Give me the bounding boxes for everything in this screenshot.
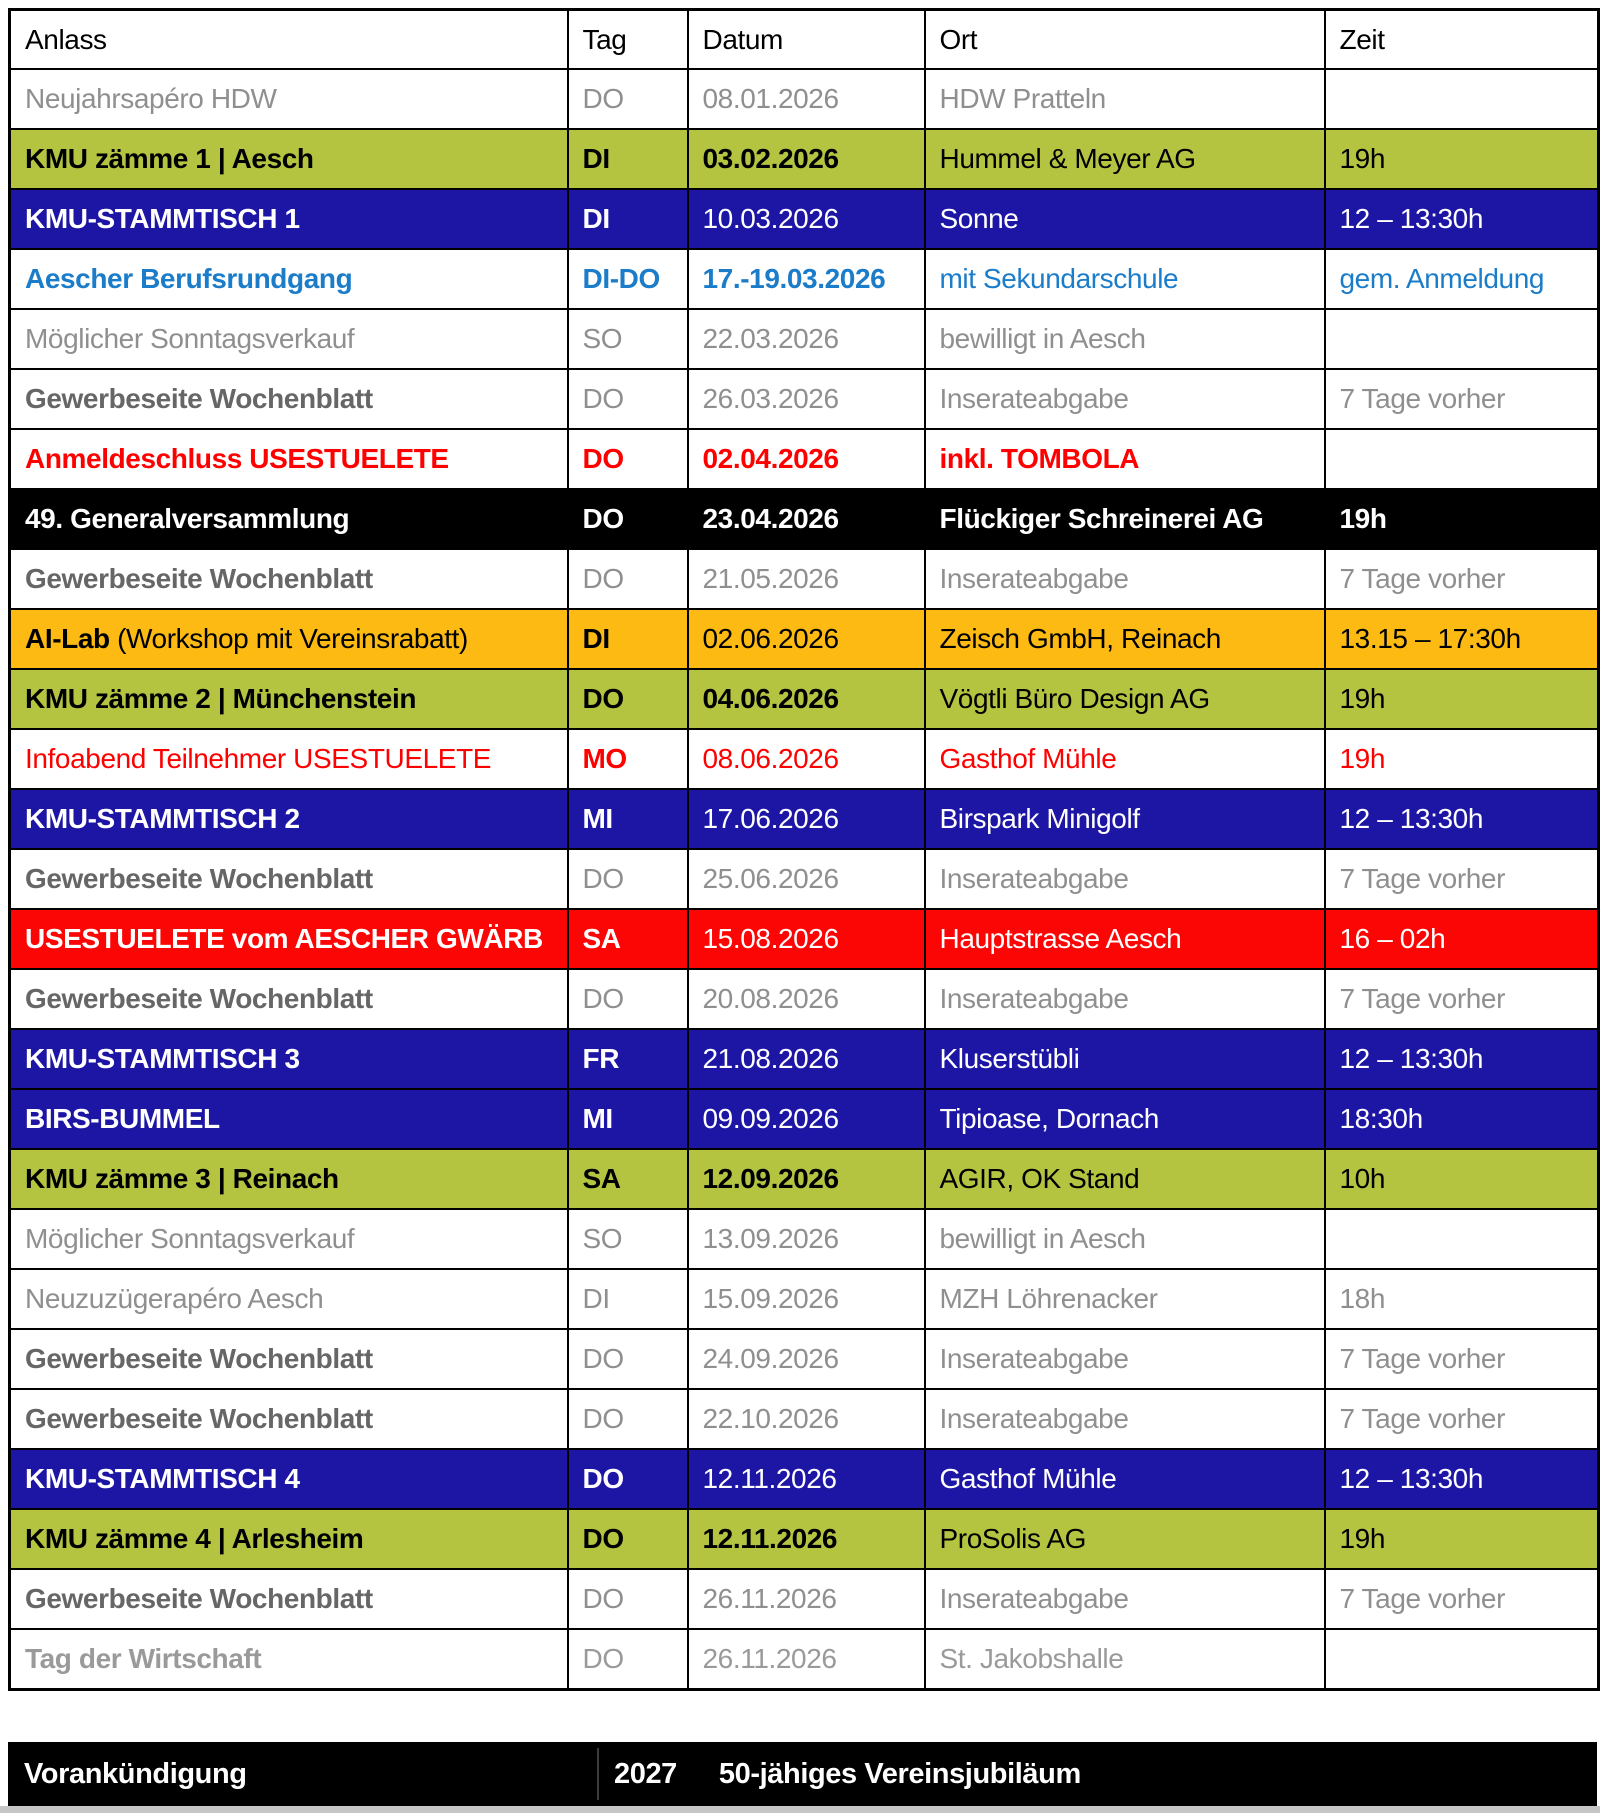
anlass-text-bold: BIRS-BUMMEL xyxy=(25,1103,220,1134)
cell-ort: MZH Löhrenacker xyxy=(925,1269,1325,1329)
cell-anlass xyxy=(10,249,568,309)
anlass-text-bold: AI-Lab xyxy=(25,623,110,654)
table-row xyxy=(10,1629,1599,1690)
cell-tag: DO xyxy=(568,1389,688,1449)
column-header-anlass: Anlass xyxy=(10,10,568,70)
cell-datum: 23.04.2026 xyxy=(688,489,925,549)
table-row xyxy=(10,1509,1599,1569)
cell-zeit: 12 – 13:30h xyxy=(1325,1449,1599,1509)
table-row xyxy=(10,129,1599,189)
cell-ort: Inserateabgabe xyxy=(925,549,1325,609)
footer-year: 2027 xyxy=(614,1757,677,1790)
cell-ort: Hummel & Meyer AG xyxy=(925,129,1325,189)
cell-zeit: 19h xyxy=(1325,1509,1599,1569)
cell-tag: DO xyxy=(568,369,688,429)
cell-datum: 03.02.2026 xyxy=(688,129,925,189)
cell-anlass xyxy=(10,69,568,129)
cell-datum: 26.11.2026 xyxy=(688,1569,925,1629)
cell-tag: DI-DO xyxy=(568,249,688,309)
footer-bar xyxy=(8,1742,1597,1806)
cell-ort: Birspark Minigolf xyxy=(925,789,1325,849)
cell-anlass xyxy=(10,1389,568,1449)
cell-zeit xyxy=(1325,309,1599,369)
cell-zeit xyxy=(1325,1209,1599,1269)
table-row xyxy=(10,609,1599,669)
table-row xyxy=(10,1209,1599,1269)
table-row xyxy=(10,189,1599,249)
cell-zeit: 18h xyxy=(1325,1269,1599,1329)
cell-anlass xyxy=(10,1089,568,1149)
cell-zeit: 7 Tage vorher xyxy=(1325,369,1599,429)
cell-ort: Tipioase, Dornach xyxy=(925,1089,1325,1149)
anlass-text-bold: Gewerbeseite Wochenblatt xyxy=(25,383,373,414)
column-header-ort: Ort xyxy=(925,10,1325,70)
cell-ort: Inserateabgabe xyxy=(925,1569,1325,1629)
anlass-text-bold: Gewerbeseite Wochenblatt xyxy=(25,863,373,894)
cell-datum: 02.06.2026 xyxy=(688,609,925,669)
anlass-text-bold: USESTUELETE vom AESCHER GWÄRB xyxy=(25,923,543,954)
anlass-text-bold: KMU zämme 3 | Reinach xyxy=(25,1163,339,1194)
anlass-text: Möglicher Sonntagsverkauf xyxy=(25,323,355,354)
cell-anlass xyxy=(10,1149,568,1209)
cell-datum: 09.09.2026 xyxy=(688,1089,925,1149)
cell-tag: SO xyxy=(568,1209,688,1269)
schedule-table-body xyxy=(10,69,1599,1690)
cell-datum: 15.08.2026 xyxy=(688,909,925,969)
cell-tag: DI xyxy=(568,189,688,249)
cell-anlass xyxy=(10,489,568,549)
cell-zeit xyxy=(1325,429,1599,489)
cell-tag: FR xyxy=(568,1029,688,1089)
table-row xyxy=(10,1029,1599,1089)
cell-tag: MI xyxy=(568,1089,688,1149)
anlass-text: Möglicher Sonntagsverkauf xyxy=(25,1223,355,1254)
table-row xyxy=(10,489,1599,549)
cell-tag: DO xyxy=(568,1629,688,1690)
cell-tag: DO xyxy=(568,549,688,609)
cell-zeit: gem. Anmeldung xyxy=(1325,249,1599,309)
cell-datum: 02.04.2026 xyxy=(688,429,925,489)
anlass-text-bold: KMU-STAMMTISCH 3 xyxy=(25,1043,300,1074)
cell-tag: DI xyxy=(568,609,688,669)
cell-anlass xyxy=(10,369,568,429)
cell-datum: 25.06.2026 xyxy=(688,849,925,909)
cell-zeit: 7 Tage vorher xyxy=(1325,1389,1599,1449)
cell-tag: SA xyxy=(568,1149,688,1209)
cell-datum: 12.09.2026 xyxy=(688,1149,925,1209)
cell-datum: 12.11.2026 xyxy=(688,1449,925,1509)
cell-ort: Inserateabgabe xyxy=(925,849,1325,909)
cell-anlass xyxy=(10,1569,568,1629)
cell-datum: 26.03.2026 xyxy=(688,369,925,429)
table-header-row xyxy=(10,10,1599,70)
anlass-text-bold: KMU zämme 2 | Münchenstein xyxy=(25,683,417,714)
cell-ort: Flückiger Schreinerei AG xyxy=(925,489,1325,549)
anlass-text-bold: Anmeldeschluss USESTUELETE xyxy=(25,443,449,474)
table-row xyxy=(10,909,1599,969)
anlass-text: Neuzuzügerapéro Aesch xyxy=(25,1283,324,1314)
cell-datum: 22.10.2026 xyxy=(688,1389,925,1449)
cell-anlass xyxy=(10,549,568,609)
cell-ort: mit Sekundarschule xyxy=(925,249,1325,309)
anlass-text: Infoabend Teilnehmer USESTUELETE xyxy=(25,743,492,774)
cell-zeit: 12 – 13:30h xyxy=(1325,189,1599,249)
cell-anlass xyxy=(10,1329,568,1389)
table-row xyxy=(10,1449,1599,1509)
cell-zeit xyxy=(1325,1629,1599,1690)
table-row xyxy=(10,969,1599,1029)
cell-anlass xyxy=(10,909,568,969)
table-row xyxy=(10,789,1599,849)
table-row xyxy=(10,1149,1599,1209)
cell-datum: 13.09.2026 xyxy=(688,1209,925,1269)
anlass-text: Neujahrsapéro HDW xyxy=(25,83,277,114)
cell-anlass xyxy=(10,1449,568,1509)
table-row xyxy=(10,309,1599,369)
anlass-text-bold: Gewerbeseite Wochenblatt xyxy=(25,1343,373,1374)
table-row xyxy=(10,1389,1599,1449)
table-row xyxy=(10,1089,1599,1149)
anlass-text: (Workshop mit Vereinsrabatt) xyxy=(109,623,468,654)
table-row xyxy=(10,849,1599,909)
cell-anlass xyxy=(10,1629,568,1690)
cell-tag: DO xyxy=(568,1509,688,1569)
anlass-text-bold: KMU zämme 1 | Aesch xyxy=(25,143,314,174)
table-row xyxy=(10,369,1599,429)
cell-anlass xyxy=(10,1029,568,1089)
cell-ort: Gasthof Mühle xyxy=(925,1449,1325,1509)
cell-tag: DO xyxy=(568,1449,688,1509)
cell-datum: 22.03.2026 xyxy=(688,309,925,369)
anlass-text-bold: Gewerbeseite Wochenblatt xyxy=(25,1583,373,1614)
cell-anlass xyxy=(10,129,568,189)
anlass-text-bold: KMU-STAMMTISCH 4 xyxy=(25,1463,300,1494)
cell-zeit: 19h xyxy=(1325,729,1599,789)
table-row xyxy=(10,1569,1599,1629)
cell-anlass xyxy=(10,669,568,729)
cell-zeit: 19h xyxy=(1325,669,1599,729)
table-row xyxy=(10,549,1599,609)
cell-zeit: 12 – 13:30h xyxy=(1325,1029,1599,1089)
cell-ort: Inserateabgabe xyxy=(925,969,1325,1029)
cell-datum: 26.11.2026 xyxy=(688,1629,925,1690)
cell-anlass xyxy=(10,189,568,249)
cell-zeit: 12 – 13:30h xyxy=(1325,789,1599,849)
cell-zeit: 10h xyxy=(1325,1149,1599,1209)
anlass-text-bold: 49. Generalversammlung xyxy=(25,503,350,534)
table-row xyxy=(10,1269,1599,1329)
anlass-text-bold: KMU-STAMMTISCH 1 xyxy=(25,203,300,234)
cell-datum: 21.05.2026 xyxy=(688,549,925,609)
cell-anlass xyxy=(10,849,568,909)
table-row xyxy=(10,429,1599,489)
cell-ort: Sonne xyxy=(925,189,1325,249)
bottom-edge-strip xyxy=(0,1806,1600,1813)
cell-ort: St. Jakobshalle xyxy=(925,1629,1325,1690)
cell-ort: Gasthof Mühle xyxy=(925,729,1325,789)
table-row xyxy=(10,249,1599,309)
anlass-text-bold: Aescher Berufsrundgang xyxy=(25,263,353,294)
cell-ort: HDW Pratteln xyxy=(925,69,1325,129)
anlass-text-bold: Gewerbeseite Wochenblatt xyxy=(25,983,373,1014)
cell-ort: Inserateabgabe xyxy=(925,1389,1325,1449)
column-header-datum: Datum xyxy=(688,10,925,70)
anlass-text-bold: Gewerbeseite Wochenblatt xyxy=(25,563,373,594)
cell-tag: SA xyxy=(568,909,688,969)
event-schedule-table xyxy=(8,8,1600,1691)
table-row xyxy=(10,1329,1599,1389)
cell-datum: 20.08.2026 xyxy=(688,969,925,1029)
cell-datum: 21.08.2026 xyxy=(688,1029,925,1089)
cell-tag: SO xyxy=(568,309,688,369)
cell-zeit: 19h xyxy=(1325,129,1599,189)
cell-datum: 17.-19.03.2026 xyxy=(688,249,925,309)
cell-ort: Kluserstübli xyxy=(925,1029,1325,1089)
cell-anlass xyxy=(10,609,568,669)
cell-tag: MI xyxy=(568,789,688,849)
cell-zeit: 7 Tage vorher xyxy=(1325,1569,1599,1629)
cell-anlass xyxy=(10,729,568,789)
cell-zeit: 7 Tage vorher xyxy=(1325,549,1599,609)
cell-zeit: 16 – 02h xyxy=(1325,909,1599,969)
cell-ort: ProSolis AG xyxy=(925,1509,1325,1569)
cell-zeit: 13.15 – 17:30h xyxy=(1325,609,1599,669)
cell-datum: 24.09.2026 xyxy=(688,1329,925,1389)
cell-anlass xyxy=(10,309,568,369)
cell-tag: DO xyxy=(568,1329,688,1389)
cell-zeit: 7 Tage vorher xyxy=(1325,1329,1599,1389)
cell-anlass xyxy=(10,1509,568,1569)
cell-tag: DI xyxy=(568,1269,688,1329)
column-header-zeit: Zeit xyxy=(1325,10,1599,70)
cell-zeit: 18:30h xyxy=(1325,1089,1599,1149)
cell-zeit xyxy=(1325,69,1599,129)
cell-tag: DI xyxy=(568,129,688,189)
cell-ort: Zeisch GmbH, Reinach xyxy=(925,609,1325,669)
cell-ort: AGIR, OK Stand xyxy=(925,1149,1325,1209)
cell-tag: DO xyxy=(568,69,688,129)
cell-zeit: 19h xyxy=(1325,489,1599,549)
cell-ort: Vögtli Büro Design AG xyxy=(925,669,1325,729)
anlass-text-bold: Gewerbeseite Wochenblatt xyxy=(25,1403,373,1434)
footer-label: Vorankündigung xyxy=(24,1757,247,1790)
cell-anlass xyxy=(10,429,568,489)
anlass-text-bold: Tag der Wirtschaft xyxy=(25,1643,262,1674)
cell-anlass xyxy=(10,789,568,849)
cell-zeit: 7 Tage vorher xyxy=(1325,849,1599,909)
cell-ort: Inserateabgabe xyxy=(925,369,1325,429)
cell-ort: bewilligt in Aesch xyxy=(925,309,1325,369)
cell-ort: Inserateabgabe xyxy=(925,1329,1325,1389)
cell-zeit: 7 Tage vorher xyxy=(1325,969,1599,1029)
cell-tag: DO xyxy=(568,1569,688,1629)
cell-ort: inkl. TOMBOLA xyxy=(925,429,1325,489)
cell-ort: Hauptstrasse Aesch xyxy=(925,909,1325,969)
cell-datum: 12.11.2026 xyxy=(688,1509,925,1569)
cell-datum: 08.06.2026 xyxy=(688,729,925,789)
cell-datum: 10.03.2026 xyxy=(688,189,925,249)
cell-datum: 15.09.2026 xyxy=(688,1269,925,1329)
cell-datum: 17.06.2026 xyxy=(688,789,925,849)
cell-anlass xyxy=(10,969,568,1029)
cell-tag: DO xyxy=(568,969,688,1029)
cell-ort: bewilligt in Aesch xyxy=(925,1209,1325,1269)
table-row xyxy=(10,729,1599,789)
cell-tag: MO xyxy=(568,729,688,789)
cell-tag: DO xyxy=(568,669,688,729)
cell-datum: 08.01.2026 xyxy=(688,69,925,129)
table-row xyxy=(10,69,1599,129)
column-header-tag: Tag xyxy=(568,10,688,70)
anlass-text-bold: KMU-STAMMTISCH 2 xyxy=(25,803,300,834)
cell-anlass xyxy=(10,1269,568,1329)
cell-tag: DO xyxy=(568,489,688,549)
cell-anlass xyxy=(10,1209,568,1269)
cell-tag: DO xyxy=(568,429,688,489)
footer-title: 50-jähiges Vereinsjubiläum xyxy=(718,1757,1081,1790)
anlass-text-bold: KMU zämme 4 | Arlesheim xyxy=(25,1523,364,1554)
cell-datum: 04.06.2026 xyxy=(688,669,925,729)
table-row xyxy=(10,669,1599,729)
cell-tag: DO xyxy=(568,849,688,909)
